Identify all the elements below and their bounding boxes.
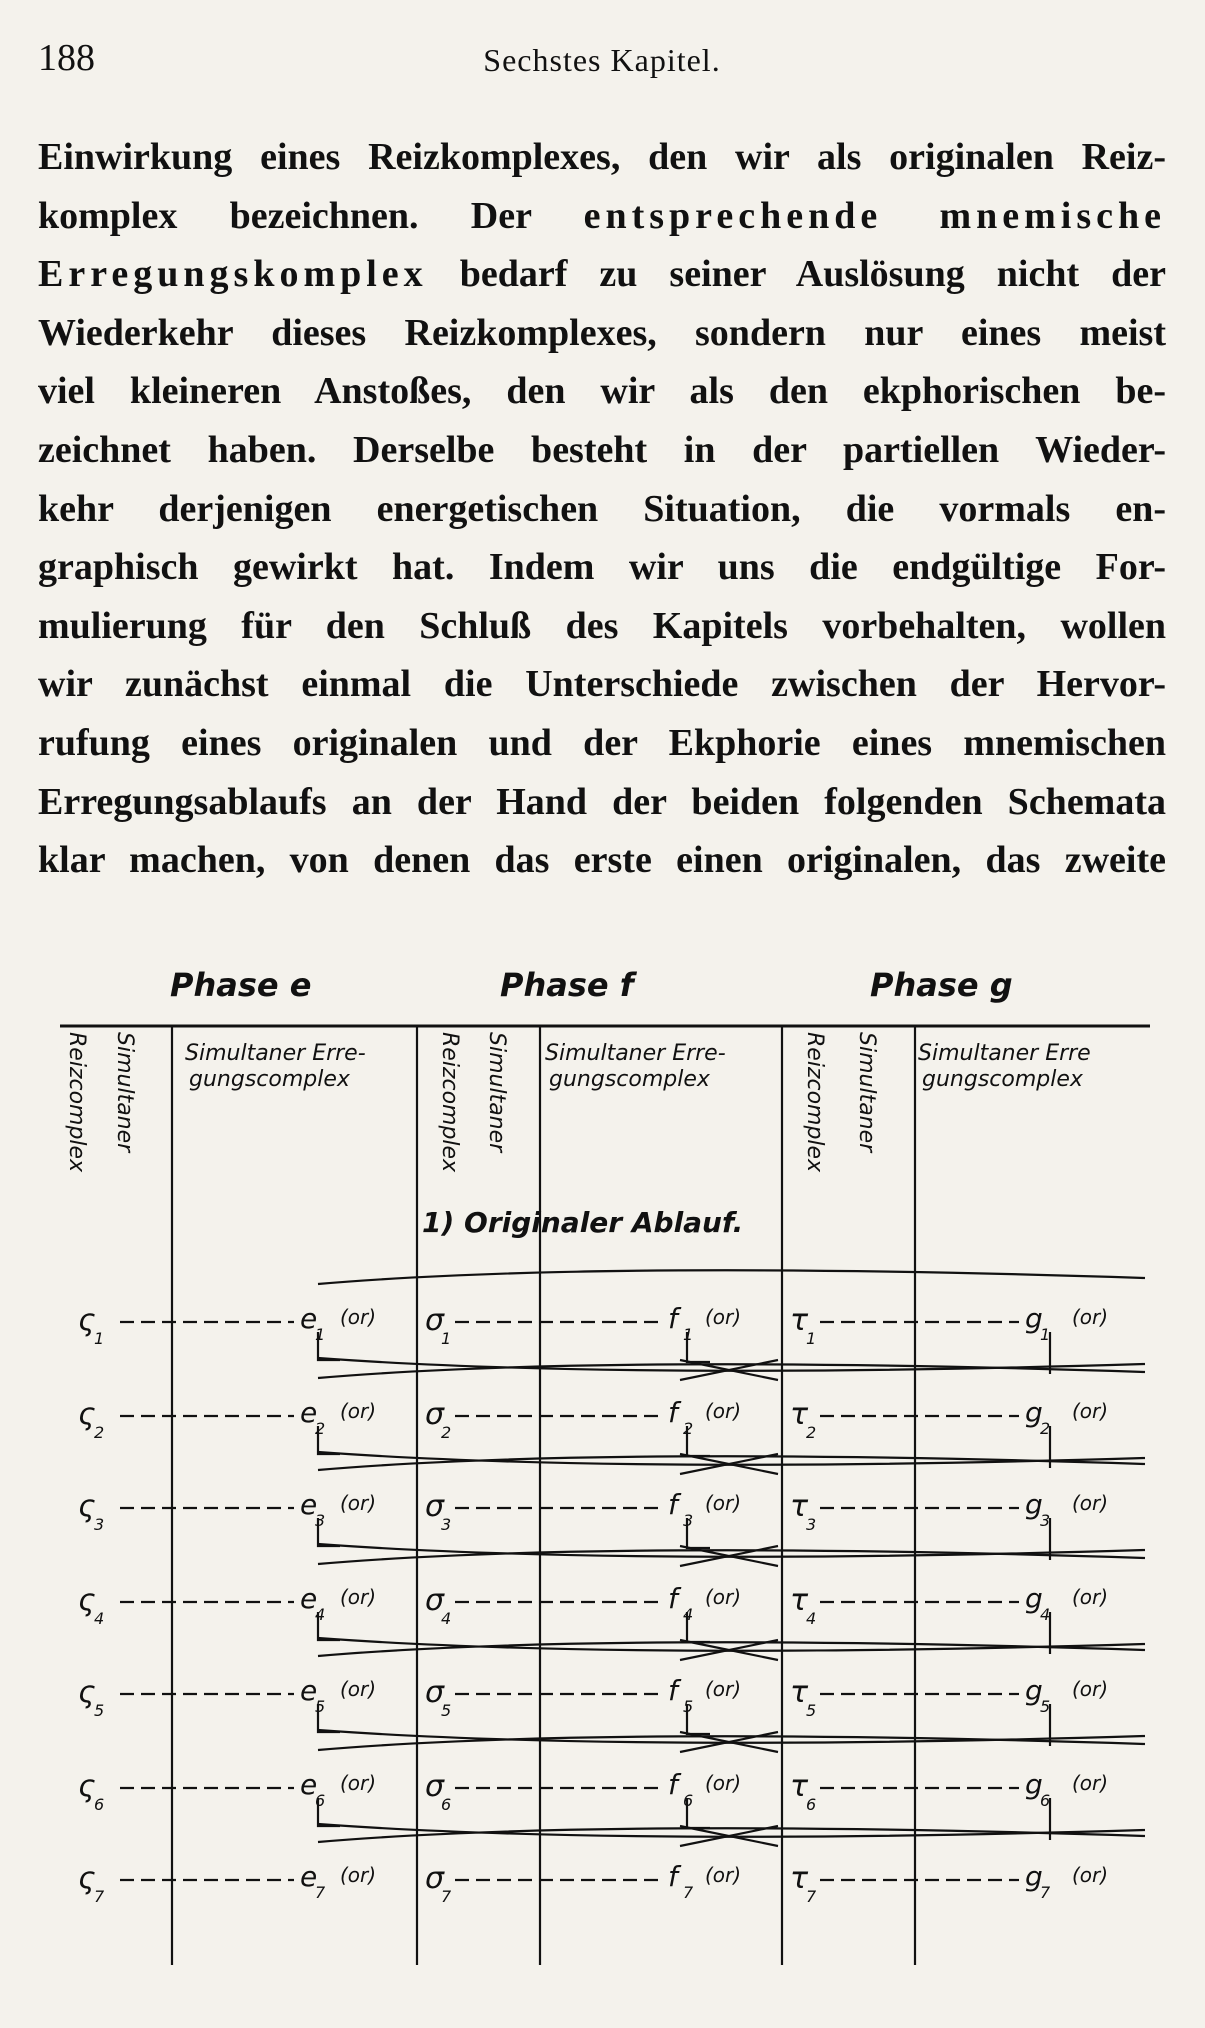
erreg-symbol: g: [1025, 1860, 1043, 1893]
erreg-symbol: e: [300, 1302, 318, 1335]
reiz-index: 5: [441, 1701, 452, 1720]
reiz-index: 6: [94, 1795, 105, 1814]
erreg-index: 1: [683, 1325, 694, 1344]
reiz-index: 1: [94, 1329, 105, 1348]
erregungscomplex-label-bottom: gungscomplex: [549, 1067, 710, 1092]
reiz-index: 5: [94, 1701, 105, 1720]
erreg-index: 3: [1040, 1511, 1051, 1530]
or-label: (or): [340, 1585, 377, 1609]
text-line: Erregungskomplex bedarf zu seiner Auslösung nicht der: [38, 253, 1166, 296]
reiz-symbol: ς: [78, 1303, 96, 1338]
schema-diagram: [0, 960, 1205, 1980]
reiz-index: 3: [806, 1515, 817, 1534]
erreg-symbol: f: [668, 1860, 678, 1893]
reiz-symbol: τ: [790, 1397, 809, 1432]
text-line: mulierung für den Schluß des Kapitels vorbehalten, wollen: [38, 604, 1166, 647]
text-line: kehr derjenigen energetischen Situation, die vormals en-: [38, 487, 1166, 530]
text-line: Wiederkehr dieses Reizkomplexes, sondern nur eines meist: [38, 311, 1166, 354]
or-label: (or): [705, 1863, 742, 1887]
or-label: (or): [705, 1399, 742, 1423]
erreg-symbol: e: [300, 1396, 318, 1429]
erreg-symbol: f: [668, 1582, 678, 1615]
reiz-index: 2: [94, 1423, 105, 1442]
reiz-symbol: τ: [790, 1861, 809, 1896]
reiz-symbol: σ: [425, 1303, 445, 1338]
reiz-index: 7: [806, 1887, 817, 1906]
reiz-index: 7: [94, 1887, 105, 1906]
or-label: (or): [1072, 1863, 1109, 1887]
or-label: (or): [705, 1491, 742, 1515]
reiz-index: 3: [94, 1515, 105, 1534]
or-label: (or): [1072, 1491, 1109, 1515]
reiz-symbol: τ: [790, 1303, 809, 1338]
reiz-symbol: τ: [790, 1675, 809, 1710]
phase-title: Phase f: [500, 966, 634, 1004]
erreg-index: 7: [1040, 1883, 1051, 1902]
reiz-symbol: σ: [425, 1583, 445, 1618]
erreg-index: 5: [315, 1697, 326, 1716]
erreg-symbol: e: [300, 1582, 318, 1615]
reizcomplex-label: Reizcomplex: [64, 1032, 89, 1173]
or-label: (or): [340, 1305, 377, 1329]
or-label: (or): [1072, 1585, 1109, 1609]
running-title: Sechstes Kapitel.: [483, 42, 721, 78]
erreg-index: 5: [1040, 1697, 1051, 1716]
erreg-symbol: g: [1025, 1582, 1043, 1615]
page-number: 188: [38, 37, 95, 79]
or-label: (or): [1072, 1305, 1109, 1329]
erreg-symbol: g: [1025, 1674, 1043, 1707]
erreg-index: 6: [683, 1791, 694, 1810]
reiz-index: 2: [441, 1423, 452, 1442]
erreg-symbol: g: [1025, 1396, 1043, 1429]
simultaner-label: Simultaner: [484, 1032, 509, 1153]
erreg-symbol: e: [300, 1488, 318, 1521]
reiz-symbol: ς: [78, 1861, 96, 1896]
erregungscomplex-label-top: Simultaner Erre-: [545, 1041, 726, 1066]
reiz-index: 6: [806, 1795, 817, 1814]
text-line: viel kleineren Anstoßes, den wir als den ekphorischen be-: [38, 370, 1166, 413]
or-label: (or): [1072, 1771, 1109, 1795]
reiz-index: 4: [94, 1609, 105, 1628]
erreg-symbol: e: [300, 1768, 318, 1801]
erregungscomplex-label-bottom: gungscomplex: [922, 1067, 1083, 1092]
reiz-index: 1: [806, 1329, 817, 1348]
erreg-index: 3: [315, 1511, 326, 1530]
erreg-index: 3: [683, 1511, 694, 1530]
connector-arc: [318, 1270, 1145, 1284]
reiz-symbol: τ: [790, 1583, 809, 1618]
erreg-symbol: g: [1025, 1302, 1043, 1335]
or-label: (or): [340, 1491, 377, 1515]
erreg-index: 2: [315, 1419, 326, 1438]
reizcomplex-label: Reizcomplex: [437, 1032, 462, 1173]
erreg-symbol: f: [668, 1674, 678, 1707]
text-line: zeichnet haben. Derselbe besteht in der partiellen Wieder-: [38, 428, 1166, 471]
or-label: (or): [340, 1677, 377, 1701]
reiz-index: 3: [441, 1515, 452, 1534]
or-label: (or): [1072, 1399, 1109, 1423]
reiz-symbol: σ: [425, 1675, 445, 1710]
or-label: (or): [705, 1305, 742, 1329]
erreg-index: 7: [315, 1883, 326, 1902]
reizcomplex-label: Reizcomplex: [802, 1032, 827, 1173]
erreg-symbol: g: [1025, 1488, 1043, 1521]
reiz-symbol: σ: [425, 1397, 445, 1432]
text-line: Erregungsablaufs an der Hand der beiden folgenden Schemata: [38, 780, 1166, 823]
reiz-symbol: ς: [78, 1397, 96, 1432]
reiz-symbol: ς: [78, 1675, 96, 1710]
simultaner-label: Simultaner: [854, 1032, 879, 1153]
erregungscomplex-label-top: Simultaner Erre: [918, 1041, 1091, 1066]
reiz-symbol: σ: [425, 1769, 445, 1804]
or-label: (or): [705, 1677, 742, 1701]
erreg-index: 2: [683, 1419, 694, 1438]
reiz-symbol: ς: [78, 1583, 96, 1618]
reiz-index: 1: [441, 1329, 452, 1348]
reiz-symbol: τ: [790, 1769, 809, 1804]
reiz-symbol: ς: [78, 1489, 96, 1524]
erreg-index: 1: [1040, 1325, 1051, 1344]
reiz-index: 4: [806, 1609, 817, 1628]
reiz-symbol: τ: [790, 1489, 809, 1524]
figure-caption: 1) Originaler Ablauf.: [422, 1206, 744, 1239]
reiz-symbol: σ: [425, 1861, 445, 1896]
erreg-symbol: e: [300, 1860, 318, 1893]
erregungscomplex-label-top: Simultaner Erre-: [185, 1041, 366, 1066]
or-label: (or): [340, 1399, 377, 1423]
erreg-index: 4: [1040, 1605, 1051, 1624]
or-label: (or): [1072, 1677, 1109, 1701]
erreg-symbol: f: [668, 1396, 678, 1429]
erreg-symbol: f: [668, 1302, 678, 1335]
reiz-symbol: σ: [425, 1489, 445, 1524]
text-line: graphisch gewirkt hat. Indem wir uns die endgültige For-: [38, 546, 1166, 589]
reiz-index: 6: [441, 1795, 452, 1814]
text-line: rufung eines originalen und der Ekphorie eines mnemischen: [38, 721, 1166, 764]
body-text: [38, 128, 1166, 890]
text-line: wir zunächst einmal die Unterschiede zwischen der Hervor-: [38, 663, 1166, 706]
or-label: (or): [705, 1771, 742, 1795]
or-label: (or): [340, 1863, 377, 1887]
erreg-symbol: f: [668, 1768, 678, 1801]
or-label: (or): [705, 1585, 742, 1609]
figure-schema-originaler-ablauf: [0, 960, 1205, 1980]
erreg-symbol: e: [300, 1674, 318, 1707]
erreg-index: 5: [683, 1697, 694, 1716]
phase-title: Phase g: [870, 966, 1013, 1004]
erreg-index: 4: [683, 1605, 694, 1624]
text-line: klar machen, von denen das erste einen originalen, das zweite: [38, 839, 1166, 882]
erreg-index: 2: [1040, 1419, 1051, 1438]
text-line: Einwirkung eines Reizkomplexes, den wir als originalen Reiz-: [38, 136, 1166, 178]
reiz-index: 7: [441, 1887, 452, 1906]
erreg-index: 1: [315, 1325, 326, 1344]
phase-title: Phase e: [170, 966, 312, 1004]
erreg-index: 4: [315, 1605, 326, 1624]
erreg-index: 6: [1040, 1791, 1051, 1810]
simultaner-label: Simultaner: [112, 1032, 137, 1153]
reiz-index: 4: [441, 1609, 452, 1628]
or-label: (or): [340, 1771, 377, 1795]
reiz-symbol: ς: [78, 1769, 96, 1804]
erreg-symbol: g: [1025, 1768, 1043, 1801]
reiz-index: 5: [806, 1701, 817, 1720]
text-line: komplex bezeichnen. Der entsprechende mnemische: [38, 194, 1166, 237]
erreg-index: 7: [683, 1883, 694, 1902]
reiz-index: 2: [806, 1423, 817, 1442]
erregungscomplex-label-bottom: gungscomplex: [189, 1067, 350, 1092]
page-header: [38, 36, 1166, 96]
erreg-symbol: f: [668, 1488, 678, 1521]
erreg-index: 6: [315, 1791, 326, 1810]
